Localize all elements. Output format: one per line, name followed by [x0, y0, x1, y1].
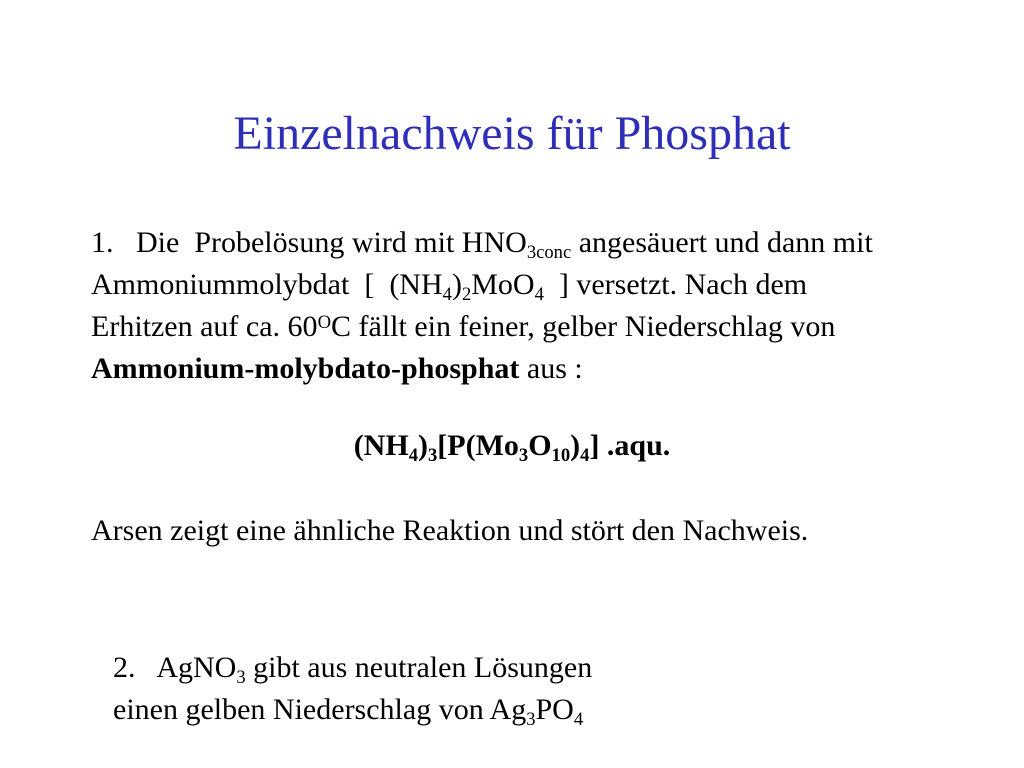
step-1-line-3 — [91, 306, 873, 348]
chemical-formula — [0, 425, 1024, 467]
text-segment: Erhitzen auf ca. 60 — [91, 310, 318, 343]
subscript: 10 — [551, 444, 571, 466]
text-segment: gibt aus neutralen Lösungen — [245, 651, 593, 684]
step-2-line-2 — [113, 689, 592, 731]
formula-part: ) — [570, 429, 581, 462]
subscript: 4 — [408, 444, 418, 466]
text-segment: Ammoniummolybdat [ (NH — [91, 268, 443, 301]
subscript: 3conc — [526, 241, 572, 263]
subscript: 4 — [573, 708, 584, 730]
text-segment: angesäuert und dann mit — [571, 226, 873, 259]
subscript: 4 — [580, 444, 590, 466]
arsen-note: Arsen zeigt eine ähnliche Reaktion und stört den Nachweis. — [91, 514, 809, 547]
text-segment: einen gelben Niederschlag von Ag — [113, 693, 527, 726]
subscript: 3 — [427, 444, 438, 466]
subscript: 3 — [518, 444, 529, 466]
subscript: 3 — [236, 666, 246, 688]
text-segment: ) — [451, 268, 462, 301]
text-segment: 2. AgNO — [113, 651, 237, 684]
step-1-line-4 — [91, 348, 873, 390]
formula-part: O — [528, 429, 552, 462]
formula-part: ) — [417, 429, 428, 462]
subscript: 4 — [534, 283, 544, 305]
subscript: 4 — [442, 283, 452, 305]
subscript: 3 — [526, 708, 536, 730]
text-segment: 1. Die Probelösung wird mit HNO — [91, 226, 527, 259]
step-1-paragraph — [91, 222, 873, 390]
formula-part: (NH — [353, 429, 409, 462]
compound-name: Ammonium-molybdato-phosphat — [91, 352, 520, 385]
text-segment: aus : — [519, 352, 583, 385]
step-2-paragraph — [113, 647, 592, 731]
superscript: O — [317, 312, 331, 334]
formula-part: ] .aqu. — [589, 429, 671, 462]
text-segment: MoO — [471, 268, 535, 301]
step-1-line-1 — [91, 222, 873, 264]
text-segment: PO — [535, 693, 574, 726]
step-1-line-2 — [91, 264, 873, 306]
text-segment: C fällt ein feiner, gelber Niederschlag von — [331, 310, 836, 343]
step-2-line-1 — [113, 647, 592, 689]
text-segment: ] versetzt. Nach dem — [543, 268, 808, 301]
subscript: 2 — [461, 283, 472, 305]
formula-part: [P(Mo — [437, 429, 519, 462]
slide-title: Einzelnachweis für Phosphat — [233, 107, 791, 160]
